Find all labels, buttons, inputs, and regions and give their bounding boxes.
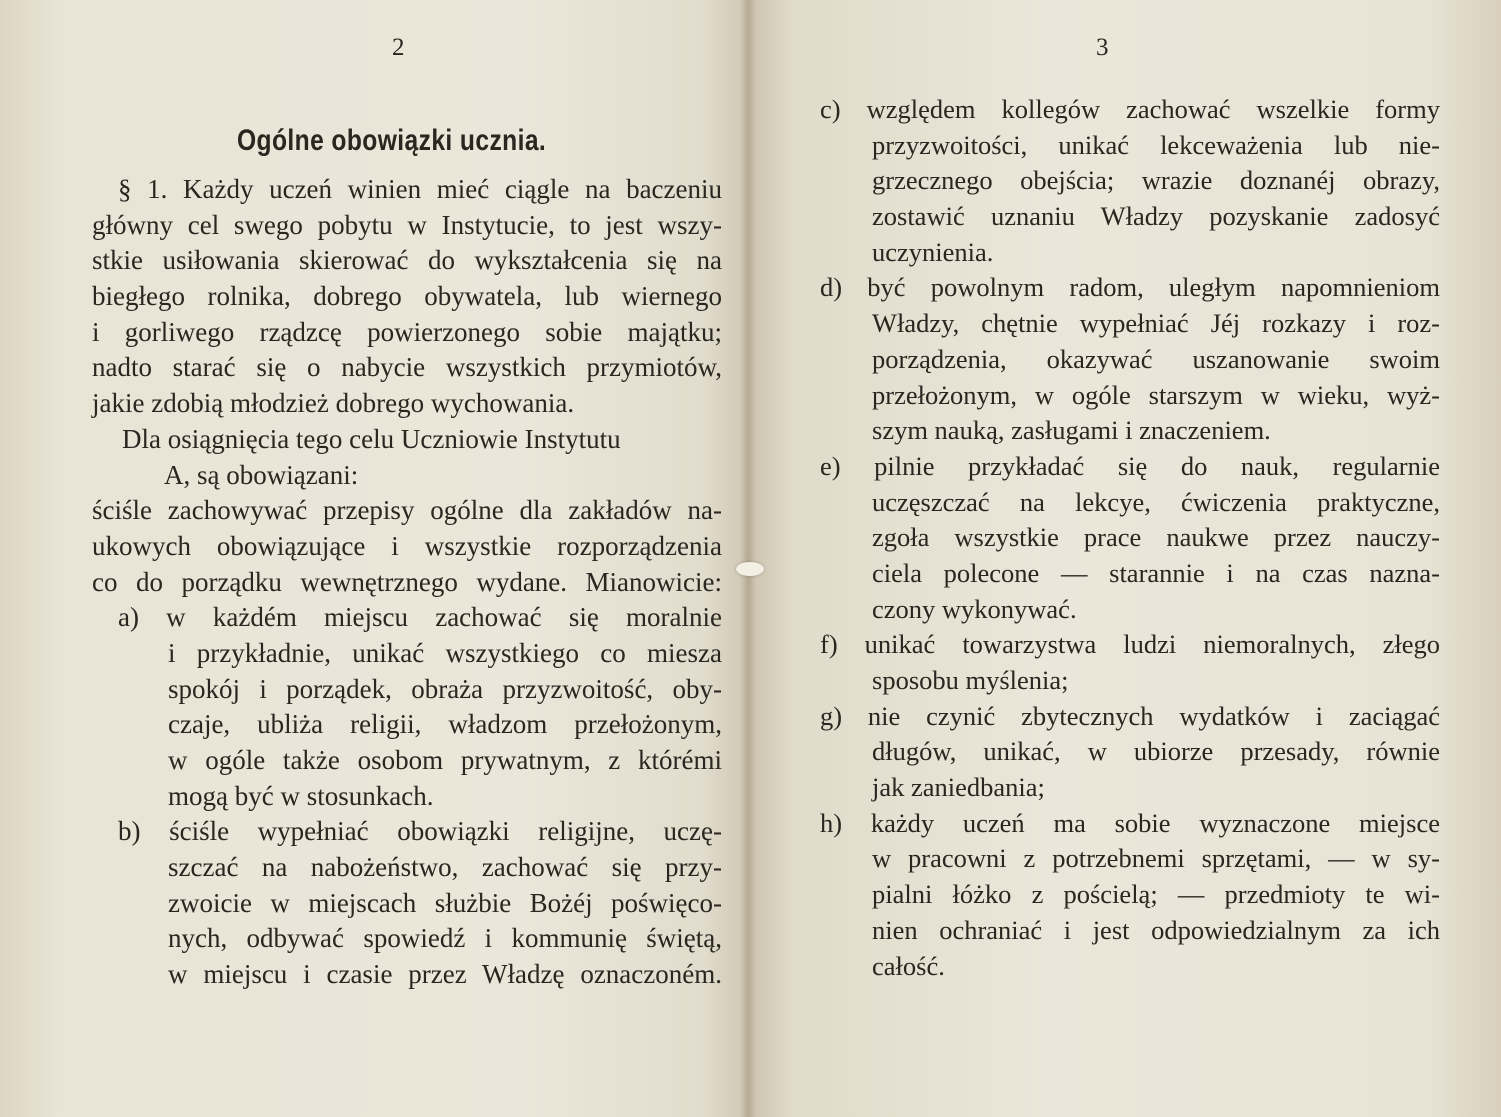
text-line: d) być powolnym radom, uległym napomnieniom: [820, 272, 1440, 303]
text-line: spokój i porządek, obraża przyzwoitość, oby-: [168, 673, 722, 704]
text-line: w ogóle także osobom prywatnym, z którémi: [168, 745, 722, 775]
text-line: zostawić uznaniu Władzy pozyskanie zadosyć: [872, 201, 1440, 232]
text-line: zwoicie w miejscach służbie Bożéj poświęco-: [168, 887, 722, 918]
text-line: w miejscu i czasie przez Władzę oznaczoném.: [168, 959, 722, 990]
text-line: zgoła wszystkie prace naukwe przez nauczy-: [872, 522, 1440, 553]
text-line: g) nie czynić zbytecznych wydatków i zaciągać: [820, 700, 1440, 731]
page-number-right: 3: [1096, 34, 1109, 61]
text-line: pialni łóżko z pościelą; — przedmioty te wi-: [872, 879, 1440, 910]
text-line: Dla osiągnięcia tego celu Uczniowie Instytutu: [122, 423, 621, 454]
text-line: co do porządku wewnętrznego wydane. Mianowicie:: [92, 566, 722, 597]
text-line: e) pilnie przykładać się do nauk, regularnie: [820, 450, 1440, 481]
text-line: uczynienia.: [872, 236, 994, 267]
text-line: przyzwoitości, unikać lekceważenia lub nie-: [872, 129, 1440, 160]
text-line: ściśle zachowywać przepisy ogólne dla zakładów na-: [92, 495, 722, 526]
text-line: i gorliwego rządzcę powierzonego sobie majątku;: [92, 316, 722, 347]
text-line: i przykładnie, unikać wszystkiego co miesza: [168, 637, 722, 668]
text-line: szym nauką, zasługami i znaczeniem.: [872, 415, 1271, 446]
text-line: ciela polecone — starannie i na czas nazna-: [872, 557, 1440, 588]
text-line: biegłego rolnika, dobrego obywatela, lub wiernego: [92, 281, 722, 312]
text-line: grzecznego obejścia; wrazie doznanéj obrazy,: [872, 165, 1440, 196]
text-line: porządzenia, okazywać uszanowanie swoim: [872, 343, 1440, 374]
text-line: przełożonym, w ogóle starszym w wieku, wyż-: [872, 379, 1440, 410]
text-line: stkie usiłowania skierować do wykształcenia się na: [92, 245, 722, 276]
text-line: szczać na nabożeństwo, zachować się przy-: [168, 852, 722, 883]
text-line: f) unikać towarzystwa ludzi niemoralnych, złego: [820, 629, 1440, 660]
text-line: czony wykonywać.: [872, 593, 1077, 624]
left-text-block: [92, 172, 722, 993]
text-line: w pracowni z potrzebnemi sprzętami, — w sy-: [872, 843, 1440, 874]
text-line: Władzy, chętnie wypełniać Jéj rozkazy i roz-: [872, 308, 1440, 339]
text-line: całość.: [872, 950, 945, 981]
text-line: główny cel swego pobytu w Instytucie, to jest wszy-: [92, 209, 722, 240]
text-line: sposobu myślenia;: [872, 665, 1069, 695]
text-line: h) każdy uczeń ma sobie wyznaczone miejsce: [820, 807, 1440, 838]
left-page: [0, 0, 748, 1117]
text-line: a) w każdém miejscu zachować się moralnie: [118, 602, 722, 633]
text-line: nien ochraniać i jest odpowiedzialnym za ich: [872, 914, 1440, 945]
text-line: czaje, ubliża religii, władzom przełożonym,: [168, 709, 722, 740]
right-text-block: [820, 92, 1440, 984]
text-line: jak zaniedbania;: [872, 772, 1045, 803]
text-line: nych, odbywać spowiedź i kommunię świętą,: [168, 923, 722, 954]
text-line: c) względem kollegów zachować wszelkie formy: [820, 94, 1440, 124]
text-line: ukowych obowiązujące i wszystkie rozporządzenia: [92, 530, 722, 561]
text-line: nadto starać się o nabycie wszystkich przymiotów,: [92, 352, 722, 383]
section-heading: Ogólne obowiązki ucznia.: [237, 124, 547, 157]
text-line: mogą być w stosunkach.: [168, 780, 434, 811]
text-line: b) ściśle wypełniać obowiązki religijne, uczę-: [118, 816, 722, 847]
page-number-left: 2: [392, 34, 405, 61]
text-line: uczęszczać na lekcye, ćwiczenia praktyczne,: [872, 486, 1440, 517]
text-line: A, są obowiązani:: [164, 459, 359, 490]
text-line: § 1. Każdy uczeń winien mieć ciągle na baczeniu: [118, 174, 722, 204]
text-line: długów, unikać, w ubiorze przesady, równie: [872, 736, 1440, 767]
book-gutter: [740, 0, 756, 1117]
binding-stitch: [736, 562, 764, 576]
text-line: jakie zdobią młodzież dobrego wychowania.: [92, 388, 575, 419]
